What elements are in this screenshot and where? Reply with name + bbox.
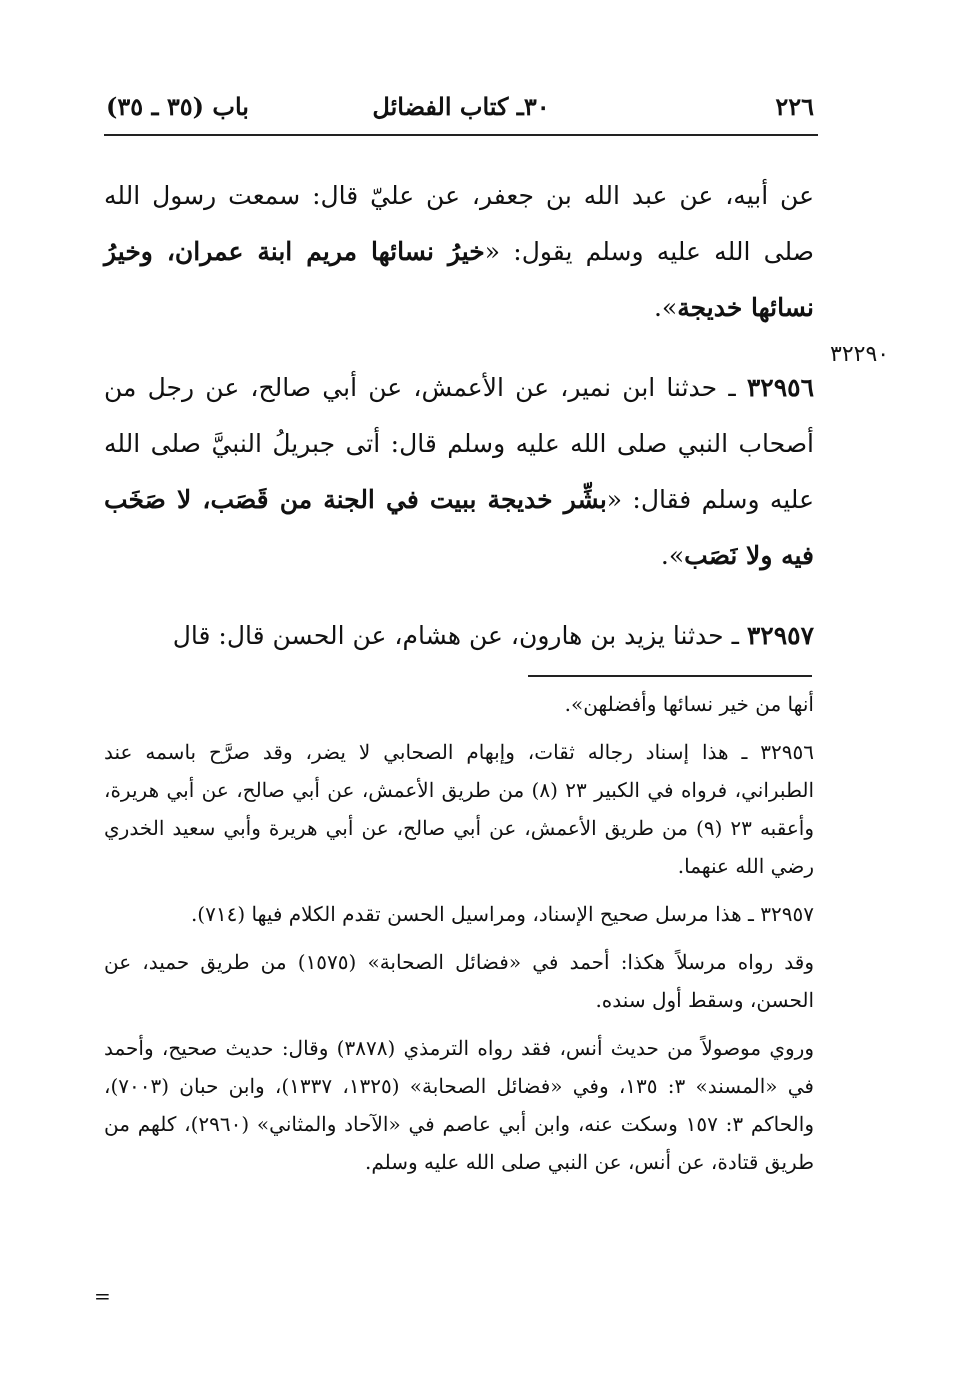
para-intro: عن أبيه، عن عبد الله بن جعفر، عن عليّ قال: سمعت رسول الله صلى الله عليه وسلم يقول: « xyxy=(104,181,814,266)
footnotes xyxy=(104,685,814,1191)
hadith-number: ٣٢٩٥٦ xyxy=(746,373,814,402)
footnote-continuation: أنها من خير نسائها وأفضلهن». xyxy=(564,692,814,716)
hadith-32956 xyxy=(104,360,814,584)
margin-hadith-number: ٣٢٢٩٠ xyxy=(830,342,890,367)
footnote-32957: ٣٢٩٥٧ ـ هذا مرسل صحيح الإسناد، ومراسيل الحسن تقدم الكلام فيها (٧١٤). xyxy=(190,902,814,926)
continuation-mark: = xyxy=(94,1284,111,1308)
footnote-mursal: وقد رواه مرسلاً هكذا: أحمد في «فضائل الصحابة» (١٥٧٥) من طريق حميد، عن الحسن، وسقط أول سنده. xyxy=(104,950,814,1012)
page-header xyxy=(104,88,818,136)
paragraph-continuation xyxy=(104,168,814,336)
footnote-divider xyxy=(528,675,812,677)
page-number: ٢٢٦ xyxy=(775,92,814,121)
footnote-mawsul: وروي موصولاً من حديث أنس، فقد رواه الترمذي (٣٨٧٨) وقال: حديث صحيح، وأحمد في «المسند» ٣: ١٣٥، وفي «فضائل الصحابة» (١٣٢٥، ١٣٣٧)، وابن حبان (٧٠٠٣)، والحاكم ٣: ١٥٧ وسكت عنه، وابن أبي عاصم في «الآحاد والمثاني» (٢٩٦٠)، كلهم من طريق قتادة، عن أنس، عن النبي صلى الله عليه وسلم. xyxy=(104,1036,814,1174)
para-intro: ـ حدثنا ابن نمير، عن الأعمش، عن أبي صالح، عن رجل من أصحاب النبي صلى الله عليه وسلم قال: أتى جبريلُ النبيَّ صلى الله عليه وسلم فقال: « xyxy=(104,373,814,514)
para-end: ». xyxy=(660,541,685,570)
hadith-number: ٣٢٩٥٧ xyxy=(746,621,814,650)
hadith-quote: خيرُ نسائها مريم ابنة عمران، وخيرُ نسائها خديجة xyxy=(104,237,814,322)
footnote-32956: ٣٢٩٥٦ ـ هذا إسناد رجاله ثقات، وإبهام الصحابي لا يضر، وقد صرَّح باسمه عند الطبراني، فرواه في الكبير ٢٣ (٨) من طريق الأعمش، عن أبي صالح، عن أبي هريرة، وأعقبه ٢٣ (٩) من طريق الأعمش، عن أبي صالح، عن أبي هريرة وأبي سعيد الخدري رضي الله عنهما. xyxy=(104,740,815,878)
main-text xyxy=(104,168,814,688)
hadith-32957 xyxy=(104,608,814,664)
chapter-range: باب (٣٥ ـ ٣٥) xyxy=(106,92,249,121)
para-end: ». xyxy=(653,293,678,322)
para-text: ـ حدثنا يزيد بن هارون، عن هشام، عن الحسن قال: قال xyxy=(172,621,747,650)
hadith-quote: بشِّر خديجة ببيت في الجنة من قَصَب، لا صَخَب فيه ولا نَصَب xyxy=(104,485,814,570)
book-title: ٣٠ـ كتاب الفضائل xyxy=(372,92,550,121)
